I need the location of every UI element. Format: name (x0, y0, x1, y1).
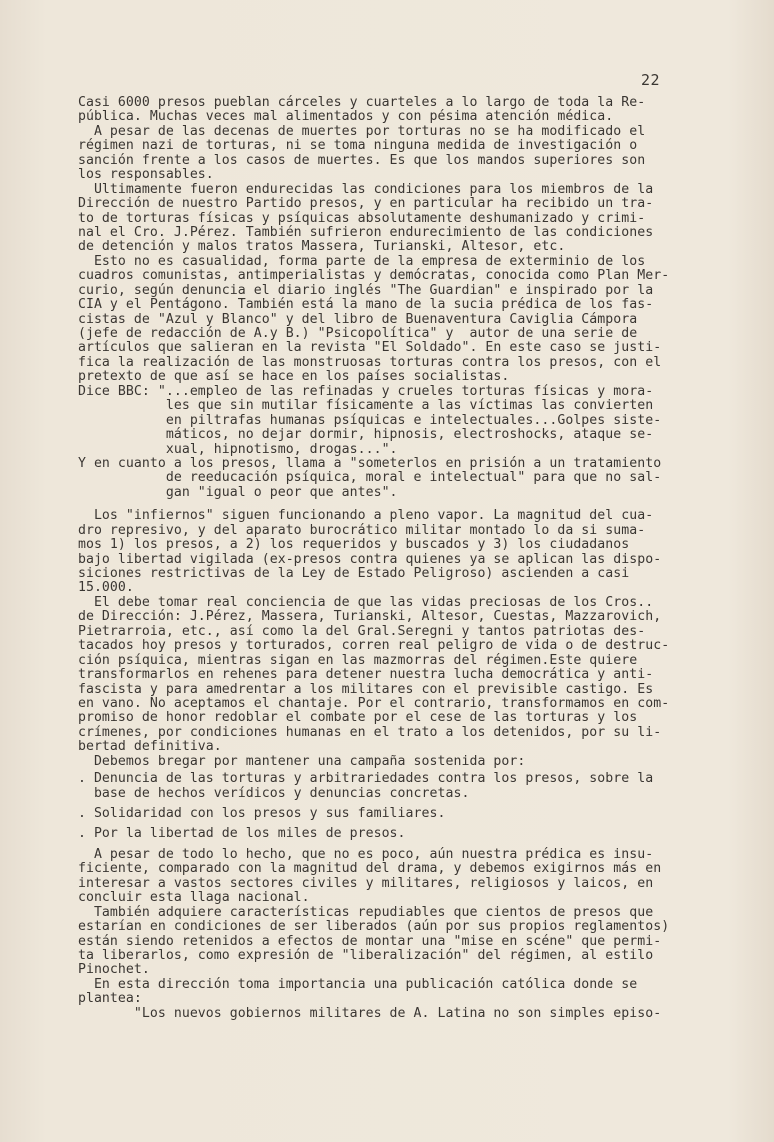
text-line: ficiente, comparado con la magnitud del drama, y debemos exigirnos más en (54, 861, 662, 877)
text-line: xual, hipnotismo, drogas...". (54, 441, 398, 457)
text-line: curio, según denuncia el diario inglés "The Guardian" e inspirado por la (54, 282, 654, 298)
text-line: fascista y para amedrentar a los militares con el previsible castigo. Es (54, 681, 654, 697)
text-line: máticos, no dejar dormir, hipnosis, electroshocks, ataque se- (54, 427, 654, 443)
text-line: Casi 6000 presos pueblan cárceles y cuarteles a lo largo de toda la Re- (54, 95, 646, 110)
text-line: sanción frente a los casos de muertes. Es que los mandos superiores son (54, 152, 646, 168)
text-line: A pesar de las decenas de muertes por torturas no se ha modificado el (54, 123, 646, 139)
text-line: de detención y malos tratos Massera, Turianski, Altesor, etc. (54, 239, 566, 255)
text-line: bertad definitiva. (54, 739, 222, 755)
bullet-item-line: . Denuncia de las torturas y arbitrariedades contra los presos, sobre la (54, 771, 654, 787)
document-body (54, 96, 734, 1021)
text-line: nal el Cro. J.Pérez. También sufrieron endurecimiento de las condiciones (54, 224, 654, 240)
text-line: bajo libertad vigilada (ex-presos contra quienes ya se aplican las dispo- (54, 551, 662, 567)
bullet-item-line: . Solidaridad con los presos y sus familiares. (54, 806, 446, 821)
text-line: "Los nuevos gobiernos militares de A. Latina no son simples episo- (54, 1005, 662, 1021)
text-line: Pietrarroia, etc., así como la del Gral.Seregni y tantos patriotas des- (54, 623, 646, 639)
text-line: crímenes, por condiciones humanas en el trato a los detenidos, por su li- (54, 724, 662, 740)
page-number: 22 (641, 71, 661, 89)
text-line: ta liberarlos, como expresión de "liberalización" del régimen, al estilo (54, 947, 654, 963)
text-line: de reeducación psíquica, moral e intelectual" para que no sal- (54, 470, 662, 486)
text-line: Esto no es casualidad, forma parte de la empresa de exterminio de los (54, 253, 646, 269)
text-line: Ultimamente fueron endurecidas las condiciones para los miembros de la (54, 181, 654, 197)
text-line: Pinochet. (54, 962, 150, 978)
text-line: 15.000. (54, 580, 134, 596)
text-line: pública. Muchas veces mal alimentados y con pésima atención médica. (54, 109, 614, 125)
text-line: (jefe de redacción de A.y B.) "Psicopolítica" y autor de una serie de (54, 326, 638, 341)
text-line: CIA y el Pentágono. También está la mano de la sucia prédica de los fas- (54, 297, 654, 313)
text-line: cuadros comunistas, antimperialistas y demócratas, conocida como Plan Mer- (54, 268, 670, 284)
text-line: régimen nazi de torturas, ni se toma ninguna medida de investigación o (54, 138, 638, 154)
text-line: en piltrafas humanas psíquicas e intelectuales...Golpes siste- (54, 412, 662, 428)
text-line: concluir esta llaga nacional. (54, 890, 310, 906)
bullet-item-line: . Por la libertad de los miles de presos. (54, 826, 406, 842)
text-line: gan "igual o peor que antes". (54, 484, 398, 500)
text-line: Dirección de nuestro Partido presos, y en particular ha recibido un tra- (54, 196, 654, 212)
text-line: cistas de "Azul y Blanco" y del libro de Buenaventura Caviglia Cámpora (54, 311, 638, 327)
text-line: ción psíquica, mientras sigan en las mazmorras del régimen.Este quiere (54, 652, 638, 668)
text-line: tacados hoy presos y torturados, corren real peligro de vida o de destruc- (54, 638, 670, 654)
text-line: estarían en condiciones de ser liberados (aún por sus propios reglamentos) (54, 919, 670, 935)
text-line: mos 1) los presos, a 2) los requeridos y buscados y 3) los ciudadanos (54, 537, 630, 553)
text-line: También adquiere características repudiables que cientos de presos que (54, 904, 654, 920)
text-line: fica la realización de las monstruosas torturas contra los presos, con el (54, 354, 662, 370)
text-line: Dice BBC: "...empleo de las refinadas y crueles torturas físicas y mora- (54, 383, 654, 399)
text-line: En esta dirección toma importancia una publicación católica donde se (54, 976, 638, 992)
text-line: están siendo retenidos a efectos de montar una "mise en scéne" que permi- (54, 933, 662, 949)
text-line: en vano. No aceptamos el chantaje. Por el contrario, transformamos en com- (54, 695, 670, 711)
text-line: El debe tomar real conciencia de que las vidas preciosas de los Cros.. (54, 594, 654, 610)
text-line: siciones restrictivas de la Ley de Estado Peligroso) ascienden a casi (54, 566, 630, 581)
text-line: pretexto de que así se hace en los países socialistas. (54, 369, 510, 385)
bullet-item-line: base de hechos verídicos y denuncias concretas. (54, 785, 470, 801)
text-line: transformarlos en rehenes para detener nuestra lucha democrática y anti- (54, 667, 654, 683)
text-line: to de torturas físicas y psíquicas absolutamente deshumanizado y crimi- (54, 210, 646, 226)
text-line: promiso de honor redoblar el combate por el cese de las torturas y los (54, 710, 638, 726)
text-line: A pesar de todo lo hecho, que no es poco, aún nuestra prédica es insu- (54, 846, 654, 862)
text-line: interesar a vastos sectores civiles y militares, religiosos y laicos, en (54, 875, 654, 891)
text-line: artículos que salieran en la revista "El Soldado". En este caso se justi- (54, 340, 662, 356)
text-line: plantea: (54, 991, 142, 1007)
text-line: les que sin mutilar físicamente a las víctimas las convierten (54, 398, 654, 414)
text-line: dro represivo, y del aparato burocrático militar montado lo da si suma- (54, 522, 646, 538)
text-line: los responsables. (54, 167, 214, 183)
text-line: Los "infiernos" siguen funcionando a pleno vapor. La magnitud del cua- (54, 508, 654, 524)
text-line: Y en cuanto a los presos, llama a "someterlos en prisión a un tratamiento (54, 455, 662, 471)
text-line: de Dirección: J.Pérez, Massera, Turianski, Altesor, Cuestas, Mazzarovich, (54, 609, 662, 625)
text-line: Debemos bregar por mantener una campaña sostenida por: (54, 753, 526, 769)
